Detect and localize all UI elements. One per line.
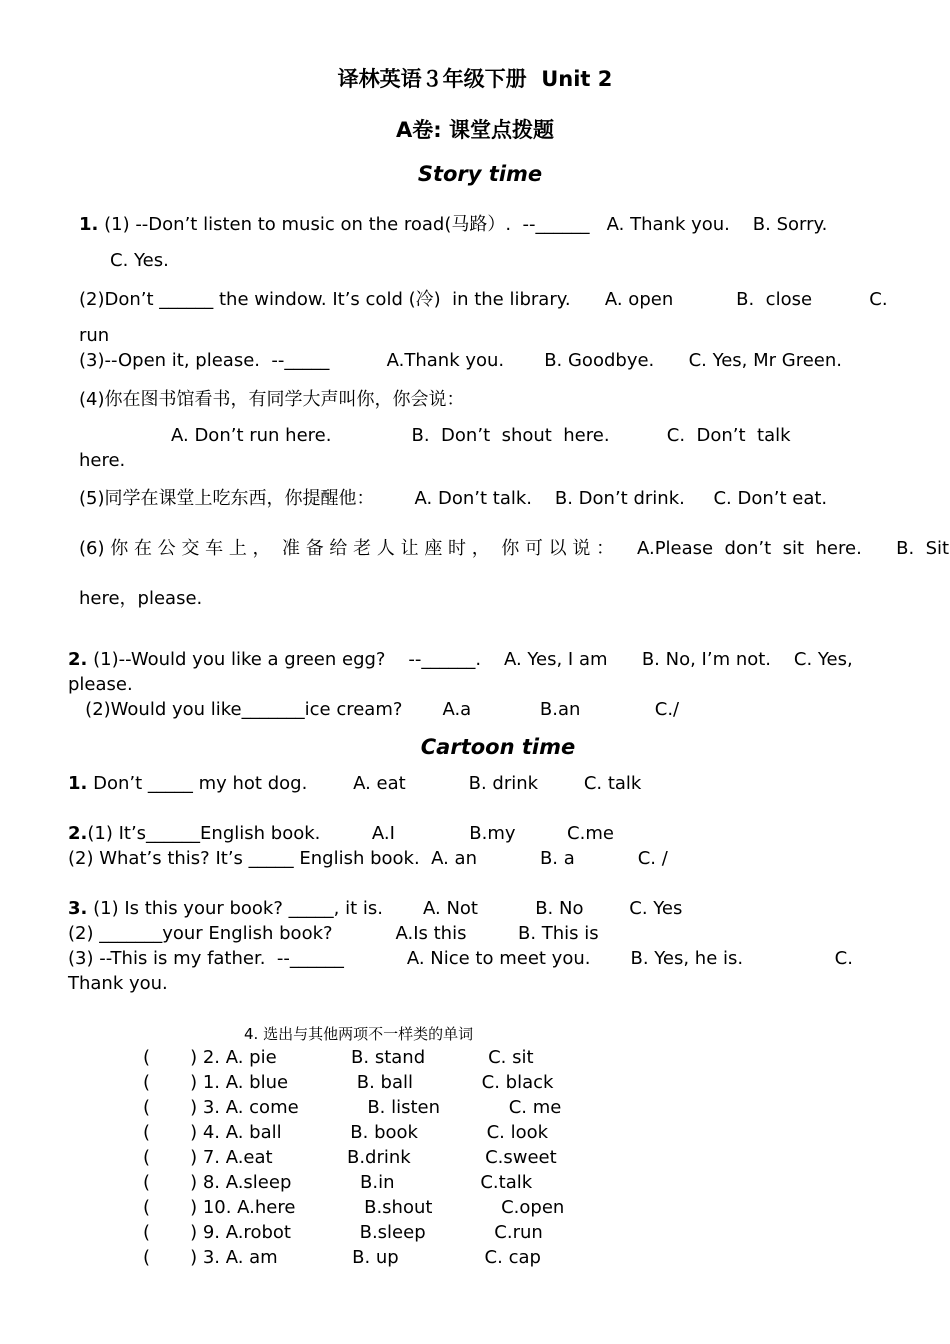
list-item: ( ) 7. A.eat B.drink C.sweet [143, 1147, 557, 1168]
section-heading-cartoon-time: Cartoon time [420, 735, 576, 759]
question-line: (6) 你 在 公 交 车 上 ， 准 备 给 老 人 让 座 时 ， 你 可 以 说 ： A.Please don’t sit here. B. Sit [79, 538, 950, 559]
question-line: 1. (1) --Don’t listen to music on the road(马路）. --______ A. Thank you. B. Sorry. [79, 214, 828, 235]
question-line: here. [79, 450, 126, 471]
question-line: (3) --This is my father. --______ A. Nice to meet you. B. Yes, he is. C. [68, 948, 853, 969]
question-line: 2. (1)--Would you like a green egg? --______. A. Yes, I am B. No, I’m not. C. Yes, [68, 649, 853, 670]
question-line: (3)--Open it, please. --_____ A.Thank you. B. Goodbye. C. Yes, Mr Green. [79, 350, 842, 371]
question-line: (2)Would you like_______ice cream? A.a B.an C./ [68, 699, 680, 720]
question-line: run [79, 325, 110, 346]
section-heading-story-time: Story time [417, 162, 543, 186]
question-line: (5)同学在课堂上吃东西，你提醒他： A. Don’t talk. B. Don’t drink. C. Don’t eat. [79, 488, 828, 509]
list-item: ( ) 1. A. blue B. ball C. black [143, 1072, 554, 1093]
question-line: here，please. [79, 588, 203, 609]
question-line: Thank you. [68, 973, 168, 994]
question-line: 2.(1) It’s______English book. A.I B.my C.me [68, 823, 614, 844]
list-item: ( ) 8. A.sleep B.in C.talk [143, 1172, 533, 1193]
question-line: please. [68, 674, 133, 695]
question-line: C. Yes. [110, 250, 169, 271]
question-line: (4)你在图书馆看书，有同学大声叫你，你会说： [79, 389, 465, 410]
question-line: (2) What’s this? It’s _____ English book. A. an B. a C. / [68, 848, 668, 869]
question-line: 1. Don’t _____ my hot dog. A. eat B. drink C. talk [68, 773, 642, 794]
page-title: 译林英语３年级下册 Unit 2 [337, 67, 613, 91]
exercise-title: 4. 选出与其他两项不一样类的单词 [244, 1025, 474, 1043]
question-line: (2)Don’t ______ the window. It’s cold (冷) in the library. A. open B. close C. [79, 289, 888, 310]
page-subtitle: A卷: 课堂点拨题 [396, 118, 554, 142]
list-item: ( ) 3. A. am B. up C. cap [143, 1247, 541, 1268]
question-line: 3. (1) Is this your book? _____, it is. A. Not B. No C. Yes [68, 898, 683, 919]
question-line: (2) _______your English book? A.Is this B. This is [68, 923, 599, 944]
question-line: A. Don’t run here. B. Don’t shout here. C. Don’t talk [171, 425, 791, 446]
list-item: ( ) 3. A. come B. listen C. me [143, 1097, 562, 1118]
list-item: ( ) 9. A.robot B.sleep C.run [143, 1222, 543, 1243]
list-item: ( ) 2. A. pie B. stand C. sit [143, 1047, 534, 1068]
list-item: ( ) 4. A. ball B. book C. look [143, 1122, 549, 1143]
list-item: ( ) 10. A.here B.shout C.open [143, 1197, 565, 1218]
